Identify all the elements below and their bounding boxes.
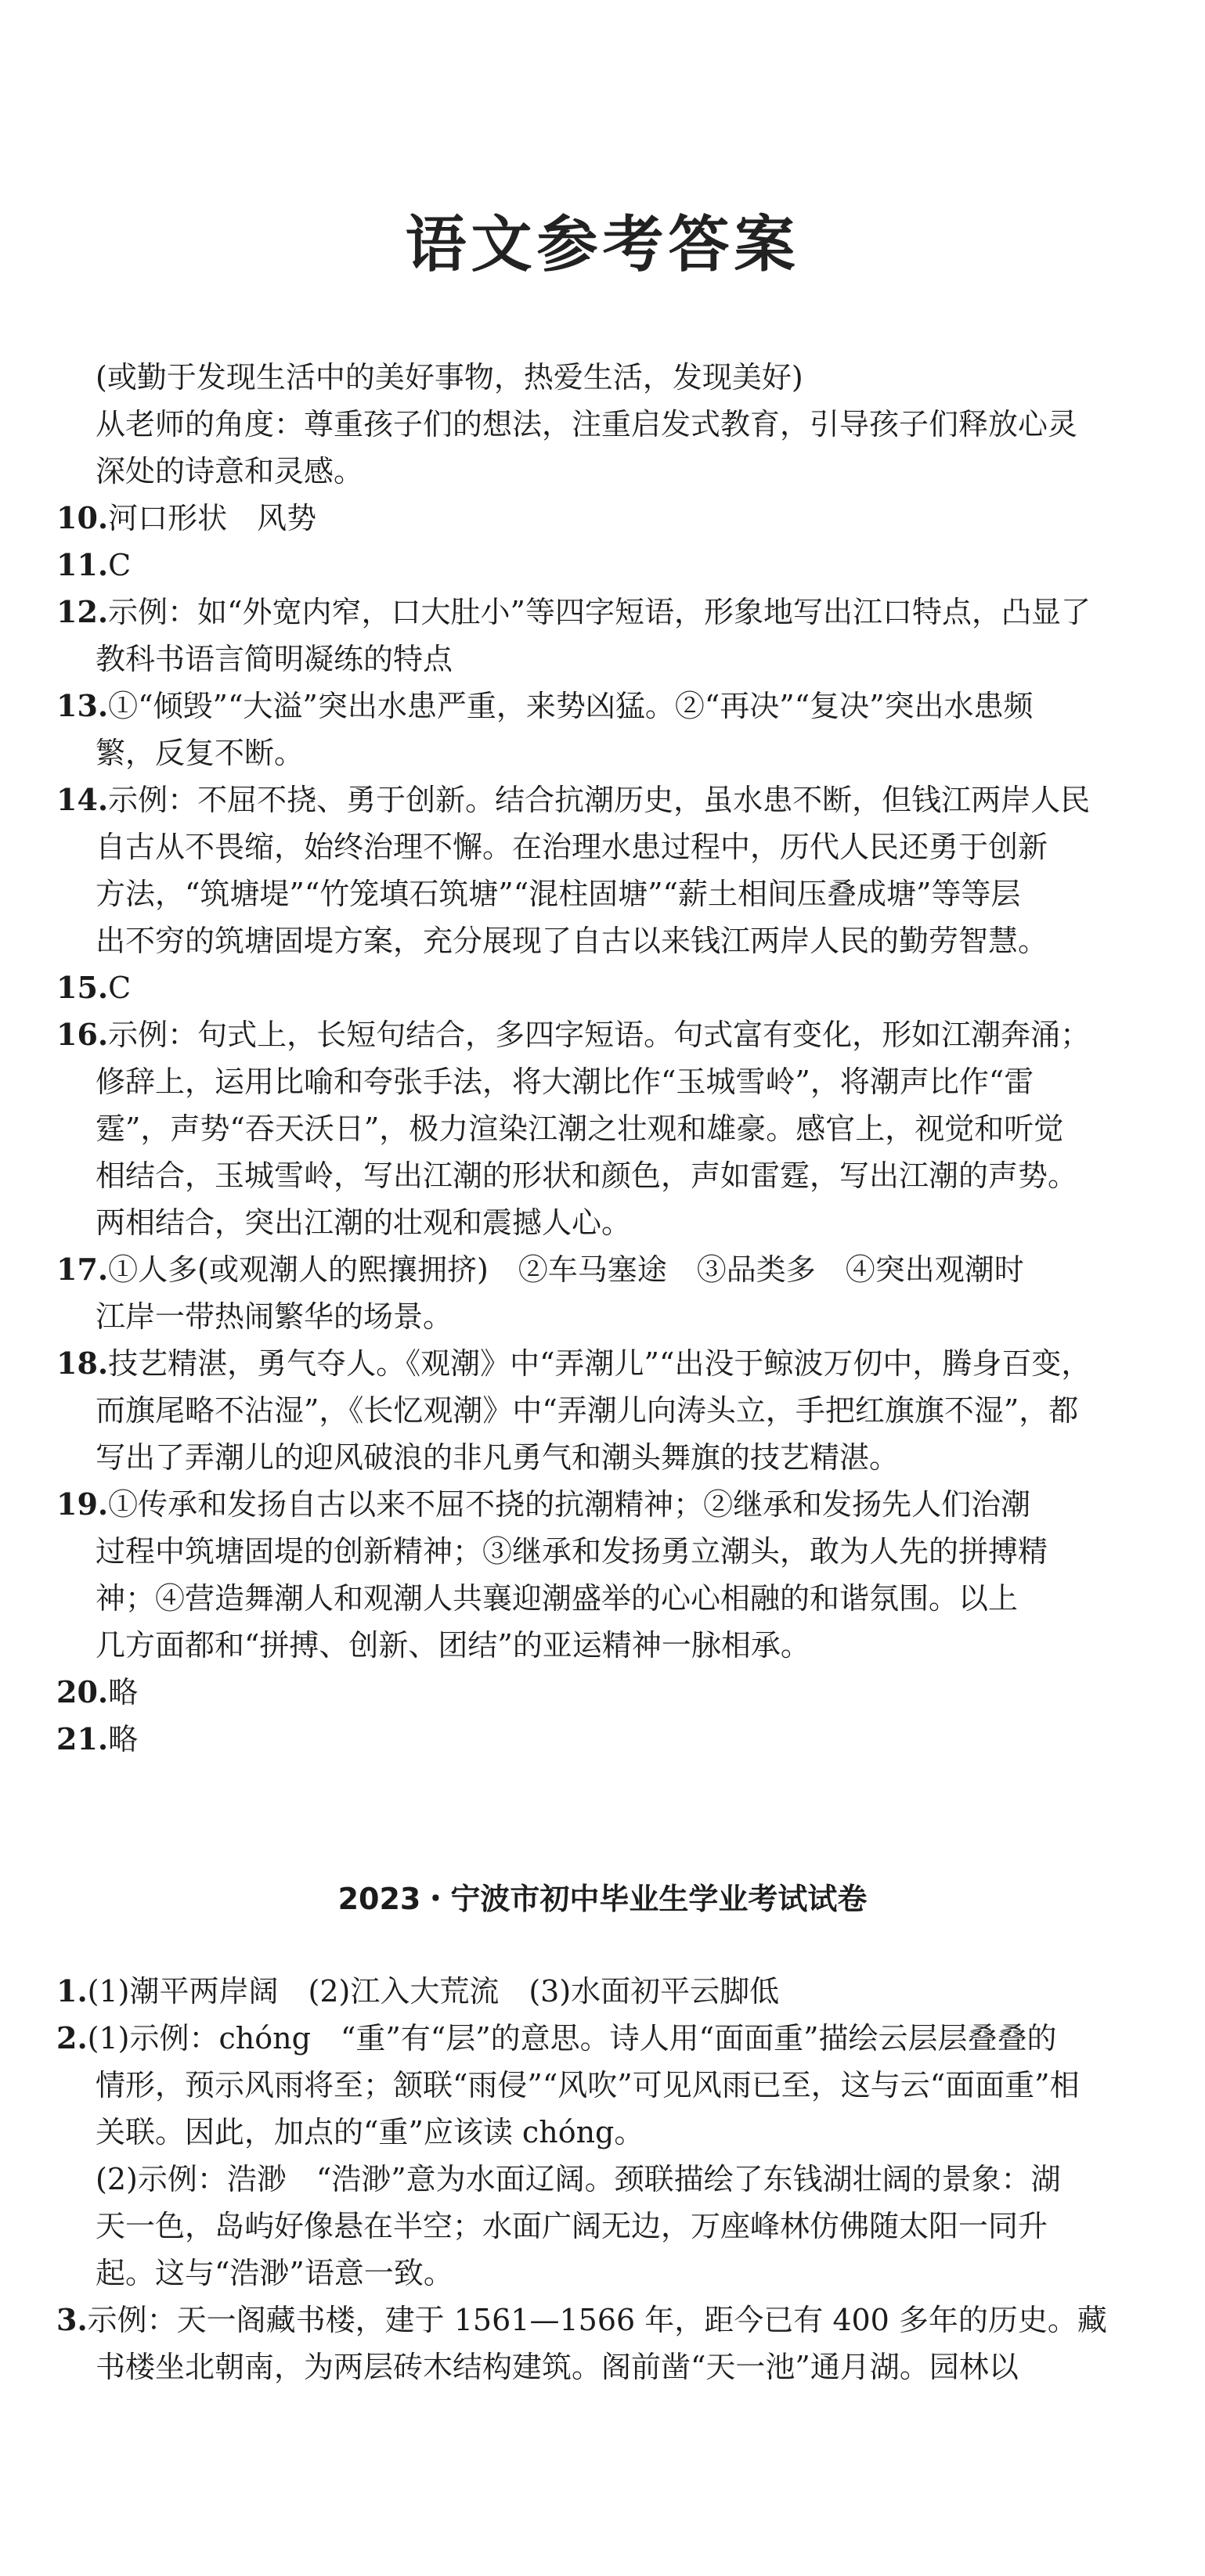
answer-item-16	[56, 1011, 1129, 1058]
answer-item-19	[56, 1481, 1129, 1528]
answer-line: 出不穷的筑塘固堤方案，充分展现了自古以来钱江两岸人民的勤劳智慧。	[96, 924, 1048, 958]
item-text: 河口形状 风势	[108, 501, 317, 535]
answer-item-12	[56, 589, 1129, 636]
item-number: 11.	[56, 547, 109, 582]
answer-line: 从老师的角度：尊重孩子们的想法，注重启发式教育，引导孩子们释放心灵	[96, 407, 1078, 441]
answer-item-2	[56, 2015, 1129, 2062]
answer-item-18	[56, 1340, 1129, 1387]
answer-line: 修辞上，运用比喻和夸张手法，将大潮比作“玉城雪岭”，将潮声比作“雷	[96, 1065, 1034, 1099]
item-number: 2.	[56, 2020, 88, 2055]
item-text: (1)潮平两岸阔 (2)江入大荒流 (3)水面初平云脚低	[87, 1974, 780, 2009]
item-number: 16.	[56, 1017, 109, 1052]
answer-line: 神；④营造舞潮人和观潮人共襄迎潮盛举的心心相融的和谐氛围。以上	[96, 1581, 1019, 1616]
item-number: 3.	[56, 2302, 88, 2337]
answer-line: 书楼坐北朝南，为两层砖木结构建筑。阁前凿“天一池”通月湖。园林以	[96, 2350, 1019, 2384]
item-number: 17.	[56, 1252, 109, 1287]
item-number: 15.	[56, 970, 109, 1005]
answer-line: 深处的诗意和灵感。	[96, 454, 364, 488]
answer-line: 江岸一带热闹繁华的场景。	[96, 1299, 453, 1334]
item-text: ①传承和发扬自古以来不屈不挠的抗潮精神；②继承和发扬先人们治潮	[108, 1487, 1031, 1522]
answer-item-15	[56, 964, 1129, 1011]
item-number: 14.	[56, 782, 109, 817]
item-text: C	[108, 548, 132, 582]
answer-item-17	[56, 1246, 1129, 1293]
answer-line: 几方面都和“拼搏、创新、团结”的亚运精神一脉相承。	[96, 1628, 810, 1663]
answer-line: 相结合，玉城雪岭，写出江潮的形状和颜色，声如雷霆，写出江潮的声势。	[96, 1158, 1078, 1193]
answer-line: (或勤于发现生活中的美好事物，热爱生活，发现美好)	[96, 360, 803, 395]
answer-line: 而旗尾略不沾湿”，《长忆观潮》中“弄潮儿向涛头立，手把红旗旗不湿”，都	[96, 1393, 1079, 1428]
item-number: 18.	[56, 1346, 109, 1381]
answer-line: 方法，“筑塘堤”“竹笼填石筑塘”“混柱固塘”“薪土相间压叠成塘”等等层	[96, 877, 1021, 911]
item-number: 12.	[56, 594, 109, 629]
answer-section-1	[56, 354, 1129, 1763]
item-text: ①“倾毁”“大溢”突出水患严重，来势凶猛。②“再决”“复决”突出水患频	[108, 689, 1034, 723]
item-text: 示例：如“外宽内窄，口大肚小”等四字短语，形象地写出江口特点，凸显了	[108, 595, 1091, 629]
answer-line: 关联。因此，加点的“重”应该读 chóng。	[96, 2115, 644, 2149]
item-text: 示例：不屈不挠、勇于创新。结合抗潮历史，虽水患不断，但钱江两岸人民	[108, 783, 1091, 817]
page-title: 语文参考答案	[405, 209, 800, 280]
answer-line: 天一色，岛屿好像悬在半空；水面广阔无边，万座峰林仿佛随太阳一同升	[96, 2209, 1048, 2243]
item-number: 19.	[56, 1486, 109, 1522]
answer-item-20	[56, 1669, 1129, 1716]
answer-line: 起。这与“浩渺”语意一致。	[96, 2256, 453, 2290]
item-text: 示例：句式上，长短句结合，多四字短语。句式富有变化，形如江潮奔涌；	[108, 1018, 1091, 1052]
answer-line: (2)示例：浩渺 “浩渺”意为水面辽阔。颈联描绘了东钱湖壮阔的景象：湖	[96, 2162, 1061, 2196]
answer-line: 过程中筑塘固堤的创新精神；③继承和发扬勇立潮头，敢为人先的拼搏精	[96, 1534, 1048, 1569]
item-number: 1.	[56, 1973, 88, 2009]
answer-item-21	[56, 1716, 1129, 1763]
answer-line: 两相结合，突出江潮的壮观和震撼人心。	[96, 1205, 632, 1240]
answer-line: 写出了弄潮儿的迎风破浪的非凡勇气和潮头舞旗的技艺精湛。	[96, 1440, 900, 1475]
answer-item-3	[56, 2297, 1129, 2344]
item-number: 21.	[56, 1721, 109, 1756]
answer-line: 教科书语言简明凝练的特点	[96, 642, 453, 676]
item-text: C	[108, 971, 132, 1005]
answer-line: 自古从不畏缩，始终治理不懈。在治理水患过程中，历代人民还勇于创新	[96, 830, 1048, 864]
section-heading: 2023・宁波市初中毕业生学业考试试卷	[337, 1882, 868, 1916]
answer-item-13	[56, 683, 1129, 730]
item-number: 10.	[56, 500, 109, 535]
answer-item-10	[56, 495, 1129, 542]
answer-item-1	[56, 1968, 1129, 2015]
item-text: 略	[108, 1675, 139, 1710]
answer-line: 情形，预示风雨将至；颔联“雨侵”“风吹”可见风雨已至，这与云“面面重”相	[96, 2068, 1080, 2102]
item-number: 20.	[56, 1674, 109, 1710]
item-text: 略	[108, 1722, 139, 1756]
answer-section-2	[56, 1968, 1129, 2390]
item-text: 技艺精湛，勇气夺人。《观潮》中“弄潮儿”“出没于鲸波万仞中，腾身百变，	[108, 1346, 1091, 1381]
item-number: 13.	[56, 688, 109, 723]
answer-item-11	[56, 542, 1129, 589]
answer-line: 霆”，声势“吞天沃日”，极力渲染江潮之壮观和雄豪。感官上，视觉和听觉	[96, 1111, 1064, 1146]
item-text: 示例：天一阁藏书楼，建于 1561—1566 年，距今已有 400 多年的历史。藏	[87, 2303, 1107, 2337]
answer-line: 繁，反复不断。	[96, 736, 305, 770]
item-text: ①人多(或观潮人的熙攘拥挤) ②车马塞途 ③品类多 ④突出观潮时	[108, 1252, 1024, 1287]
item-text: (1)示例：chóng “重”有“层”的意思。诗人用“面面重”描绘云层层叠叠的	[87, 2021, 1057, 2055]
answer-item-14	[56, 776, 1129, 823]
